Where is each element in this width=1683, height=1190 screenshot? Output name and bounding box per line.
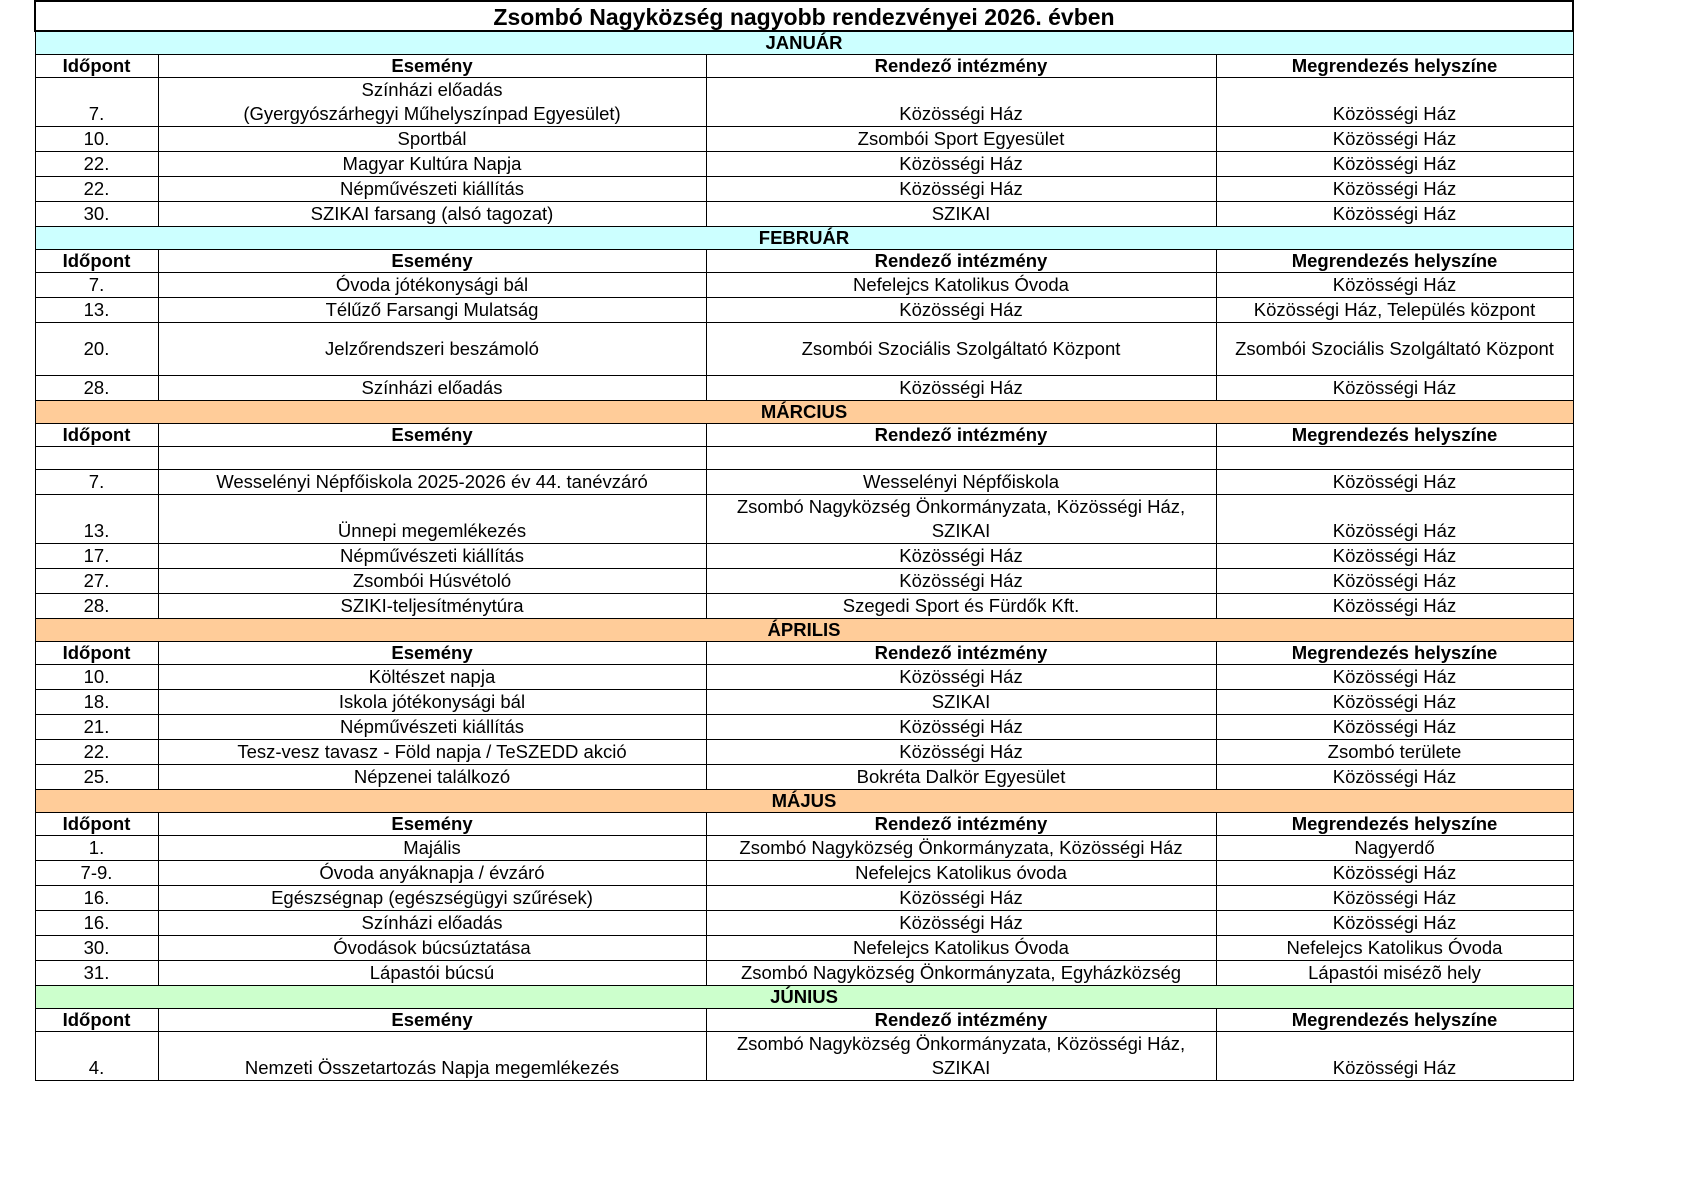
event-cell: Költészet napja <box>158 665 706 690</box>
venue-cell: Közösségi Ház <box>1216 202 1573 227</box>
month-row <box>35 401 1573 424</box>
table-row <box>35 202 1573 227</box>
event-cell: Jelzőrendszeri beszámoló <box>158 323 706 376</box>
venue-cell <box>1216 447 1573 470</box>
table-row <box>35 569 1573 594</box>
venue-cell: Közösségi Ház <box>1216 665 1573 690</box>
venue-cell: Közösségi Ház <box>1216 861 1573 886</box>
table-row <box>35 911 1573 936</box>
date-cell <box>35 447 158 470</box>
organizer-cell: Közösségi Ház <box>706 665 1216 690</box>
table-row <box>35 665 1573 690</box>
month-title: FEBRUÁR <box>35 227 1573 250</box>
date-cell: 28. <box>35 594 158 619</box>
event-cell: Zsombói Húsvétoló <box>158 569 706 594</box>
column-header: Időpont <box>35 642 158 665</box>
organizer-cell: Közösségi Ház <box>706 715 1216 740</box>
column-header: Rendező intézmény <box>706 250 1216 273</box>
organizer-cell: Közösségi Ház <box>706 911 1216 936</box>
date-cell: 1. <box>35 836 158 861</box>
date-cell: 7. <box>35 78 158 127</box>
table-row <box>35 273 1573 298</box>
organizer-cell: Zsombó Nagyközség Önkormányzata, Közösségi Ház, SZIKAI <box>706 1032 1216 1081</box>
venue-cell: Lápastói misézõ hely <box>1216 961 1573 986</box>
organizer-cell: Zsombó Nagyközség Önkormányzata, Közösségi Ház, SZIKAI <box>706 495 1216 544</box>
venue-cell: Közösségi Ház <box>1216 765 1573 790</box>
table-row <box>35 78 1573 127</box>
month-row <box>35 619 1573 642</box>
date-cell: 18. <box>35 690 158 715</box>
event-cell: Télűző Farsangi Mulatság <box>158 298 706 323</box>
date-cell: 20. <box>35 323 158 376</box>
table-row <box>35 836 1573 861</box>
organizer-cell: Nefelejcs Katolikus óvoda <box>706 861 1216 886</box>
date-cell: 25. <box>35 765 158 790</box>
date-cell: 21. <box>35 715 158 740</box>
organizer-cell: Közösségi Ház <box>706 740 1216 765</box>
column-header: Megrendezés helyszíne <box>1216 55 1573 78</box>
month-row <box>35 31 1573 55</box>
venue-cell: Zsombói Szociális Szolgáltató Központ <box>1216 323 1573 376</box>
organizer-cell: Zsombói Szociális Szolgáltató Központ <box>706 323 1216 376</box>
venue-cell: Közösségi Ház <box>1216 470 1573 495</box>
month-title: MÁJUS <box>35 790 1573 813</box>
event-cell: Egészségnap (egészségügyi szűrések) <box>158 886 706 911</box>
date-cell: 30. <box>35 936 158 961</box>
event-cell: Óvoda jótékonysági bál <box>158 273 706 298</box>
organizer-cell <box>706 447 1216 470</box>
venue-cell: Közösségi Ház <box>1216 152 1573 177</box>
venue-cell: Közösségi Ház <box>1216 911 1573 936</box>
table-row <box>35 323 1573 376</box>
events-table <box>34 0 1574 1081</box>
table-row <box>35 594 1573 619</box>
month-row <box>35 986 1573 1009</box>
table-row <box>35 715 1573 740</box>
organizer-cell: SZIKAI <box>706 202 1216 227</box>
column-header: Időpont <box>35 1009 158 1032</box>
month-title: JÚNIUS <box>35 986 1573 1009</box>
events-sheet <box>34 0 1572 1081</box>
event-cell: Nemzeti Összetartozás Napja megemlékezés <box>158 1032 706 1081</box>
table-row <box>35 961 1573 986</box>
venue-cell: Zsombó területe <box>1216 740 1573 765</box>
organizer-cell: Közösségi Ház <box>706 569 1216 594</box>
venue-cell: Közösségi Ház <box>1216 715 1573 740</box>
venue-cell: Közösségi Ház <box>1216 273 1573 298</box>
table-row <box>35 765 1573 790</box>
month-title: MÁRCIUS <box>35 401 1573 424</box>
table-row <box>35 936 1573 961</box>
column-header: Megrendezés helyszíne <box>1216 1009 1573 1032</box>
organizer-cell: Zsombó Nagyközség Önkormányzata, Közösségi Ház <box>706 836 1216 861</box>
venue-cell: Nefelejcs Katolikus Óvoda <box>1216 936 1573 961</box>
date-cell: 16. <box>35 911 158 936</box>
venue-cell: Nagyerdő <box>1216 836 1573 861</box>
month-title: ÁPRILIS <box>35 619 1573 642</box>
event-cell: Színházi előadás (Gyergyószárhegyi Műhelyszínpad Egyesület) <box>158 78 706 127</box>
venue-cell: Közösségi Ház <box>1216 594 1573 619</box>
table-row <box>35 152 1573 177</box>
date-cell: 22. <box>35 740 158 765</box>
column-header: Megrendezés helyszíne <box>1216 250 1573 273</box>
organizer-cell: Közösségi Ház <box>706 78 1216 127</box>
month-row <box>35 227 1573 250</box>
column-header: Esemény <box>158 424 706 447</box>
venue-cell: Közösségi Ház <box>1216 177 1573 202</box>
table-row <box>35 298 1573 323</box>
column-header: Rendező intézmény <box>706 55 1216 78</box>
table-row <box>35 470 1573 495</box>
column-header-row <box>35 813 1573 836</box>
event-cell: Tesz-vesz tavasz - Föld napja / TeSZEDD akció <box>158 740 706 765</box>
organizer-cell: Közösségi Ház <box>706 544 1216 569</box>
date-cell: 22. <box>35 177 158 202</box>
organizer-cell: Közösségi Ház <box>706 376 1216 401</box>
column-header-row <box>35 424 1573 447</box>
column-header: Megrendezés helyszíne <box>1216 424 1573 447</box>
event-cell: Népművészeti kiállítás <box>158 544 706 569</box>
venue-cell: Közösségi Ház <box>1216 376 1573 401</box>
column-header-row <box>35 1009 1573 1032</box>
month-title: JANUÁR <box>35 31 1573 55</box>
column-header: Esemény <box>158 1009 706 1032</box>
date-cell: 13. <box>35 298 158 323</box>
organizer-cell: Zsombói Sport Egyesület <box>706 127 1216 152</box>
venue-cell: Közösségi Ház, Település központ <box>1216 298 1573 323</box>
organizer-cell: Közösségi Ház <box>706 886 1216 911</box>
table-row <box>35 1032 1573 1081</box>
venue-cell: Közösségi Ház <box>1216 127 1573 152</box>
column-header: Esemény <box>158 813 706 836</box>
table-row <box>35 690 1573 715</box>
date-cell: 16. <box>35 886 158 911</box>
date-cell: 10. <box>35 665 158 690</box>
event-cell <box>158 447 706 470</box>
venue-cell: Közösségi Ház <box>1216 78 1573 127</box>
event-cell: Színházi előadás <box>158 376 706 401</box>
date-cell: 13. <box>35 495 158 544</box>
organizer-cell: SZIKAI <box>706 690 1216 715</box>
event-cell: Wesselényi Népfőiskola 2025-2026 év 44. tanévzáró <box>158 470 706 495</box>
month-row <box>35 790 1573 813</box>
column-header: Esemény <box>158 55 706 78</box>
table-row <box>35 544 1573 569</box>
event-cell: Iskola jótékonysági bál <box>158 690 706 715</box>
date-cell: 10. <box>35 127 158 152</box>
column-header: Rendező intézmény <box>706 1009 1216 1032</box>
organizer-cell: Bokréta Dalkör Egyesület <box>706 765 1216 790</box>
organizer-cell: Közösségi Ház <box>706 298 1216 323</box>
date-cell: 31. <box>35 961 158 986</box>
date-cell: 7. <box>35 273 158 298</box>
table-row <box>35 886 1573 911</box>
table-row <box>35 495 1573 544</box>
event-cell: Népzenei találkozó <box>158 765 706 790</box>
table-row <box>35 447 1573 470</box>
table-row <box>35 127 1573 152</box>
event-cell: SZIKAI farsang (alsó tagozat) <box>158 202 706 227</box>
date-cell: 7. <box>35 470 158 495</box>
event-cell: Óvoda anyáknapja / évzáró <box>158 861 706 886</box>
event-cell: Sportbál <box>158 127 706 152</box>
table-row <box>35 177 1573 202</box>
organizer-cell: Nefelejcs Katolikus Óvoda <box>706 273 1216 298</box>
column-header: Időpont <box>35 250 158 273</box>
event-cell: Ünnepi megemlékezés <box>158 495 706 544</box>
column-header: Időpont <box>35 55 158 78</box>
date-cell: 7-9. <box>35 861 158 886</box>
venue-cell: Közösségi Ház <box>1216 569 1573 594</box>
venue-cell: Közösségi Ház <box>1216 495 1573 544</box>
table-row <box>35 376 1573 401</box>
date-cell: 30. <box>35 202 158 227</box>
venue-cell: Közösségi Ház <box>1216 690 1573 715</box>
organizer-cell: Közösségi Ház <box>706 177 1216 202</box>
event-cell: Népművészeti kiállítás <box>158 715 706 740</box>
table-row <box>35 740 1573 765</box>
date-cell: 4. <box>35 1032 158 1081</box>
column-header-row <box>35 642 1573 665</box>
column-header: Esemény <box>158 250 706 273</box>
column-header: Rendező intézmény <box>706 424 1216 447</box>
event-cell: Óvodások búcsúztatása <box>158 936 706 961</box>
column-header: Rendező intézmény <box>706 813 1216 836</box>
event-cell: Népművészeti kiállítás <box>158 177 706 202</box>
column-header: Időpont <box>35 813 158 836</box>
organizer-cell: Wesselényi Népfőiskola <box>706 470 1216 495</box>
column-header: Esemény <box>158 642 706 665</box>
organizer-cell: Szegedi Sport és Fürdők Kft. <box>706 594 1216 619</box>
column-header: Rendező intézmény <box>706 642 1216 665</box>
column-header: Megrendezés helyszíne <box>1216 642 1573 665</box>
date-cell: 17. <box>35 544 158 569</box>
column-header-row <box>35 250 1573 273</box>
venue-cell: Közösségi Ház <box>1216 886 1573 911</box>
column-header-row <box>35 55 1573 78</box>
event-cell: Magyar Kultúra Napja <box>158 152 706 177</box>
venue-cell: Közösségi Ház <box>1216 1032 1573 1081</box>
organizer-cell: Nefelejcs Katolikus Óvoda <box>706 936 1216 961</box>
event-cell: SZIKI-teljesítménytúra <box>158 594 706 619</box>
date-cell: 28. <box>35 376 158 401</box>
table-row <box>35 861 1573 886</box>
page-title: Zsombó Nagyközség nagyobb rendezvényei 2026. évben <box>35 1 1573 31</box>
date-cell: 22. <box>35 152 158 177</box>
date-cell: 27. <box>35 569 158 594</box>
venue-cell: Közösségi Ház <box>1216 544 1573 569</box>
column-header: Megrendezés helyszíne <box>1216 813 1573 836</box>
event-cell: Lápastói búcsú <box>158 961 706 986</box>
column-header: Időpont <box>35 424 158 447</box>
organizer-cell: Zsombó Nagyközség Önkormányzata, Egyházközség <box>706 961 1216 986</box>
event-cell: Majális <box>158 836 706 861</box>
organizer-cell: Közösségi Ház <box>706 152 1216 177</box>
event-cell: Színházi előadás <box>158 911 706 936</box>
